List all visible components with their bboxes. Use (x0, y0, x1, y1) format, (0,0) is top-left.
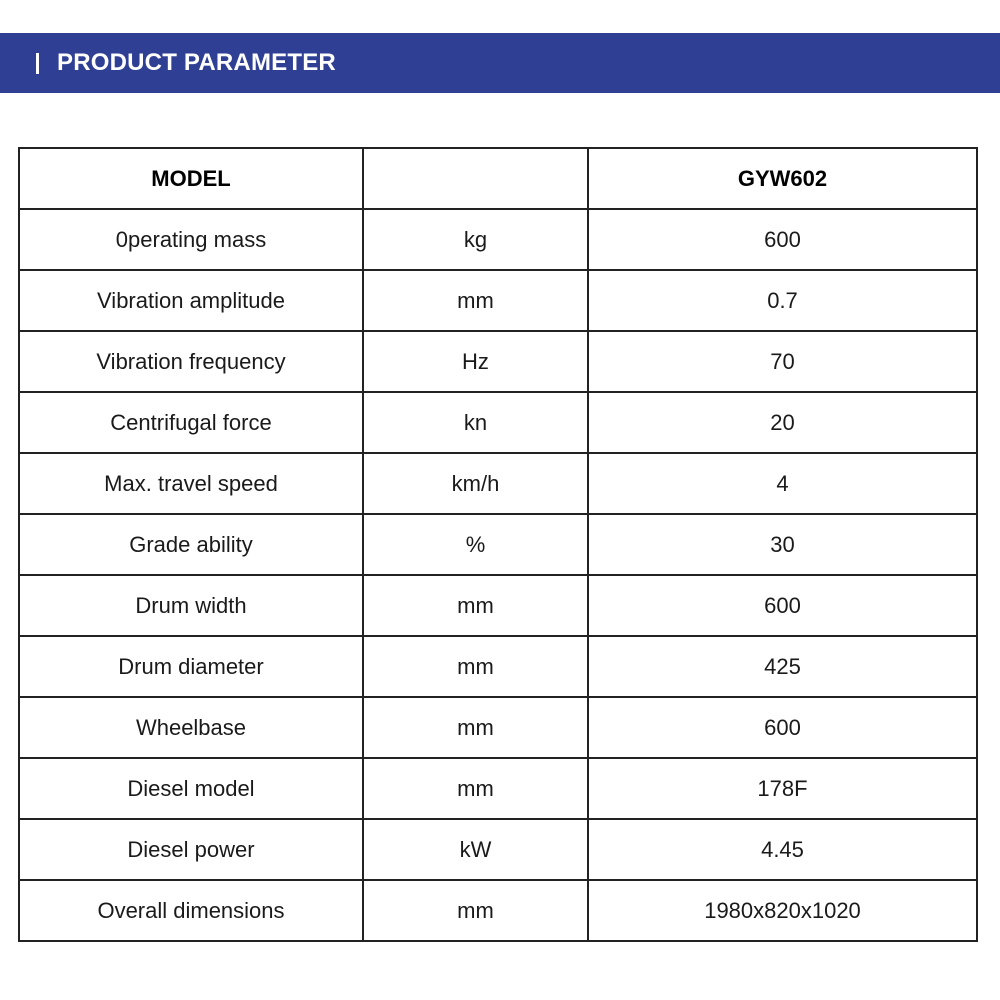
cell-unit: mm (363, 270, 588, 331)
header-cell-parameter: MODEL (19, 148, 363, 209)
table-row (19, 514, 977, 575)
cell-unit: mm (363, 697, 588, 758)
cell-parameter: 0perating mass (19, 209, 363, 270)
table-row (19, 819, 977, 880)
table-header-row (19, 148, 977, 209)
table-row (19, 392, 977, 453)
table-row (19, 453, 977, 514)
cell-parameter: Vibration amplitude (19, 270, 363, 331)
table-row (19, 880, 977, 941)
parameter-table (18, 147, 978, 942)
cell-value: 20 (588, 392, 977, 453)
cell-parameter: Grade ability (19, 514, 363, 575)
cell-parameter: Diesel power (19, 819, 363, 880)
cell-value: 425 (588, 636, 977, 697)
banner-accent-bar (36, 53, 39, 74)
cell-parameter: Wheelbase (19, 697, 363, 758)
table-row (19, 758, 977, 819)
section-banner (0, 33, 1000, 93)
cell-value: 30 (588, 514, 977, 575)
cell-unit: km/h (363, 453, 588, 514)
cell-unit: mm (363, 758, 588, 819)
cell-value: 600 (588, 697, 977, 758)
header-cell-unit (363, 148, 588, 209)
cell-parameter: Max. travel speed (19, 453, 363, 514)
table-row (19, 331, 977, 392)
cell-unit: mm (363, 636, 588, 697)
cell-parameter: Overall dimensions (19, 880, 363, 941)
cell-parameter: Diesel model (19, 758, 363, 819)
cell-unit: kW (363, 819, 588, 880)
cell-value: 600 (588, 575, 977, 636)
table-row (19, 270, 977, 331)
cell-parameter: Vibration frequency (19, 331, 363, 392)
cell-value: 4 (588, 453, 977, 514)
table-row (19, 636, 977, 697)
cell-parameter: Drum diameter (19, 636, 363, 697)
cell-unit: % (363, 514, 588, 575)
cell-value: 4.45 (588, 819, 977, 880)
cell-value: 178F (588, 758, 977, 819)
banner-title: PRODUCT PARAMETER (57, 49, 336, 76)
cell-unit: kn (363, 392, 588, 453)
cell-unit: kg (363, 209, 588, 270)
header-cell-value: GYW602 (588, 148, 977, 209)
cell-value: 70 (588, 331, 977, 392)
table-row (19, 575, 977, 636)
cell-unit: mm (363, 880, 588, 941)
table-row (19, 209, 977, 270)
table-row (19, 697, 977, 758)
cell-parameter: Drum width (19, 575, 363, 636)
cell-value: 600 (588, 209, 977, 270)
cell-parameter: Centrifugal force (19, 392, 363, 453)
cell-value: 0.7 (588, 270, 977, 331)
cell-value: 1980x820x1020 (588, 880, 977, 941)
cell-unit: mm (363, 575, 588, 636)
cell-unit: Hz (363, 331, 588, 392)
